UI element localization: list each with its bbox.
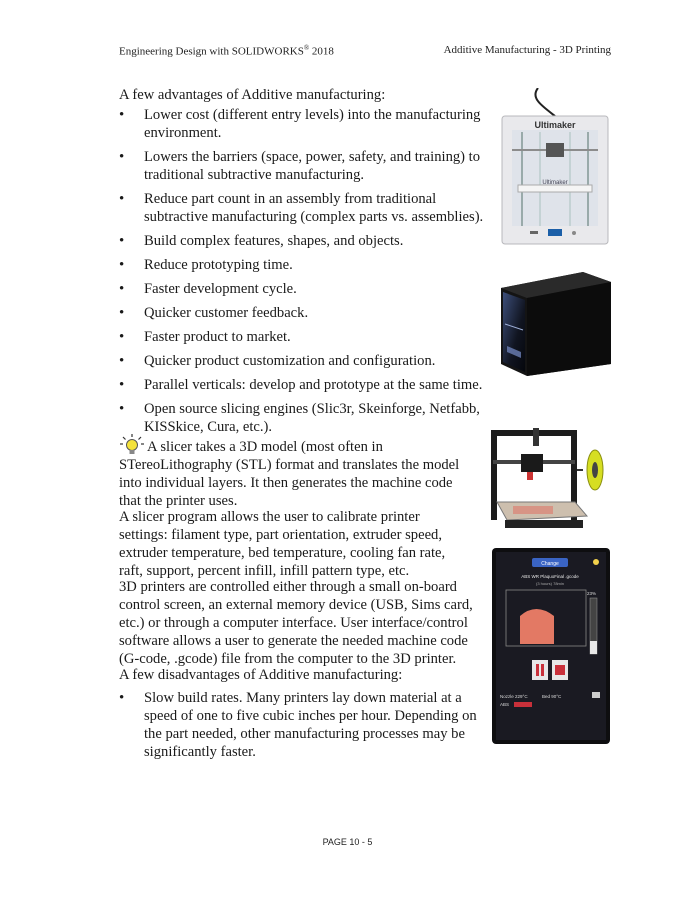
list-item: • Open source slicing engines (Slic3r, Skeinforge, Netfabb, KISSkice, Cura, etc.). [119,400,484,436]
brand-label: Ultimaker [542,180,568,186]
disadvantages-list [119,689,479,761]
disadvantages-intro: A few disadvantages of Additive manufacturing: [119,667,403,683]
screen-material: ABS [500,702,510,707]
screen-time: (3 hours) 78min [535,581,565,586]
screen-bed-temp: Bed 90°C [542,694,562,699]
list-item: • Quicker product customization and configuration. [119,352,484,370]
slicer-note [119,434,464,510]
enclosed-printer-image [493,268,613,380]
running-header-left: Engineering Design with SOLIDWORKS® 2018 [119,44,334,58]
list-item: • Parallel verticals: develop and prototype at the same time. [119,376,484,394]
advantages-intro: A few advantages of Additive manufacturing: [119,87,386,103]
screen-progress-text: 23% [586,591,596,596]
running-header-right: Additive Manufacturing - 3D Printing [443,44,611,56]
brand-label: Ultimaker [534,120,576,130]
screen-change-label: Change [541,561,559,567]
advantages-list [119,106,484,442]
list-item: • Lower cost (different entry levels) into the manufacturing environment. [119,106,484,142]
list-item: • Reduce part count in an assembly from traditional subtractive manufacturing (complex parts vs. assemblies). [119,190,484,226]
slicer-note-text: A slicer takes a 3D model (most often in STereoLithography (STL) format and translates the model into individual layers. It then generates the machine code that the printer uses. [119,439,460,509]
page-number: PAGE 10 - 5 [322,837,373,847]
open-frame-printer-image [483,420,613,540]
slicer-program-paragraph: A slicer program allows the user to calibrate printer settings: filament type, part orientation, extruder speed, extruder temperature, bed temperature, cooling fan rate, raft, support, percent infill, infill pattern type, etc. [119,509,446,579]
list-item: • Faster development cycle. [119,280,484,298]
list-item: • Reduce prototyping time. [119,256,484,274]
list-item: • Build complex features, shapes, and objects. [119,232,484,250]
list-item: • Quicker customer feedback. [119,304,484,322]
screen-filename: ABS WR PlaquoFinal .gcode [521,574,579,579]
screen-nozzle-temp: Nozzle 229°C [500,694,528,699]
lightbulb-icon [119,434,145,456]
list-item: • Slow build rates. Many printers lay down material at a speed of one to five cubic inches per hour. Depending on the part needed, other manufacturing processes may be significantly faster. [119,689,479,761]
control-screen-image [492,548,610,744]
list-item: • Faster product to market. [119,328,484,346]
control-paragraph: 3D printers are controlled either through a small on-board control screen, an external memory device (USB, Sims card, etc.) or through a computer interface. User interface/control software allows a user to generate the needed machine code (G-code, .gcode) file from the computer to the 3D printer. [119,579,473,667]
ultimaker-printer-image [500,88,610,248]
list-item: • Lowers the barriers (space, power, safety, and training) to traditional subtractive manufacturing. [119,148,484,184]
